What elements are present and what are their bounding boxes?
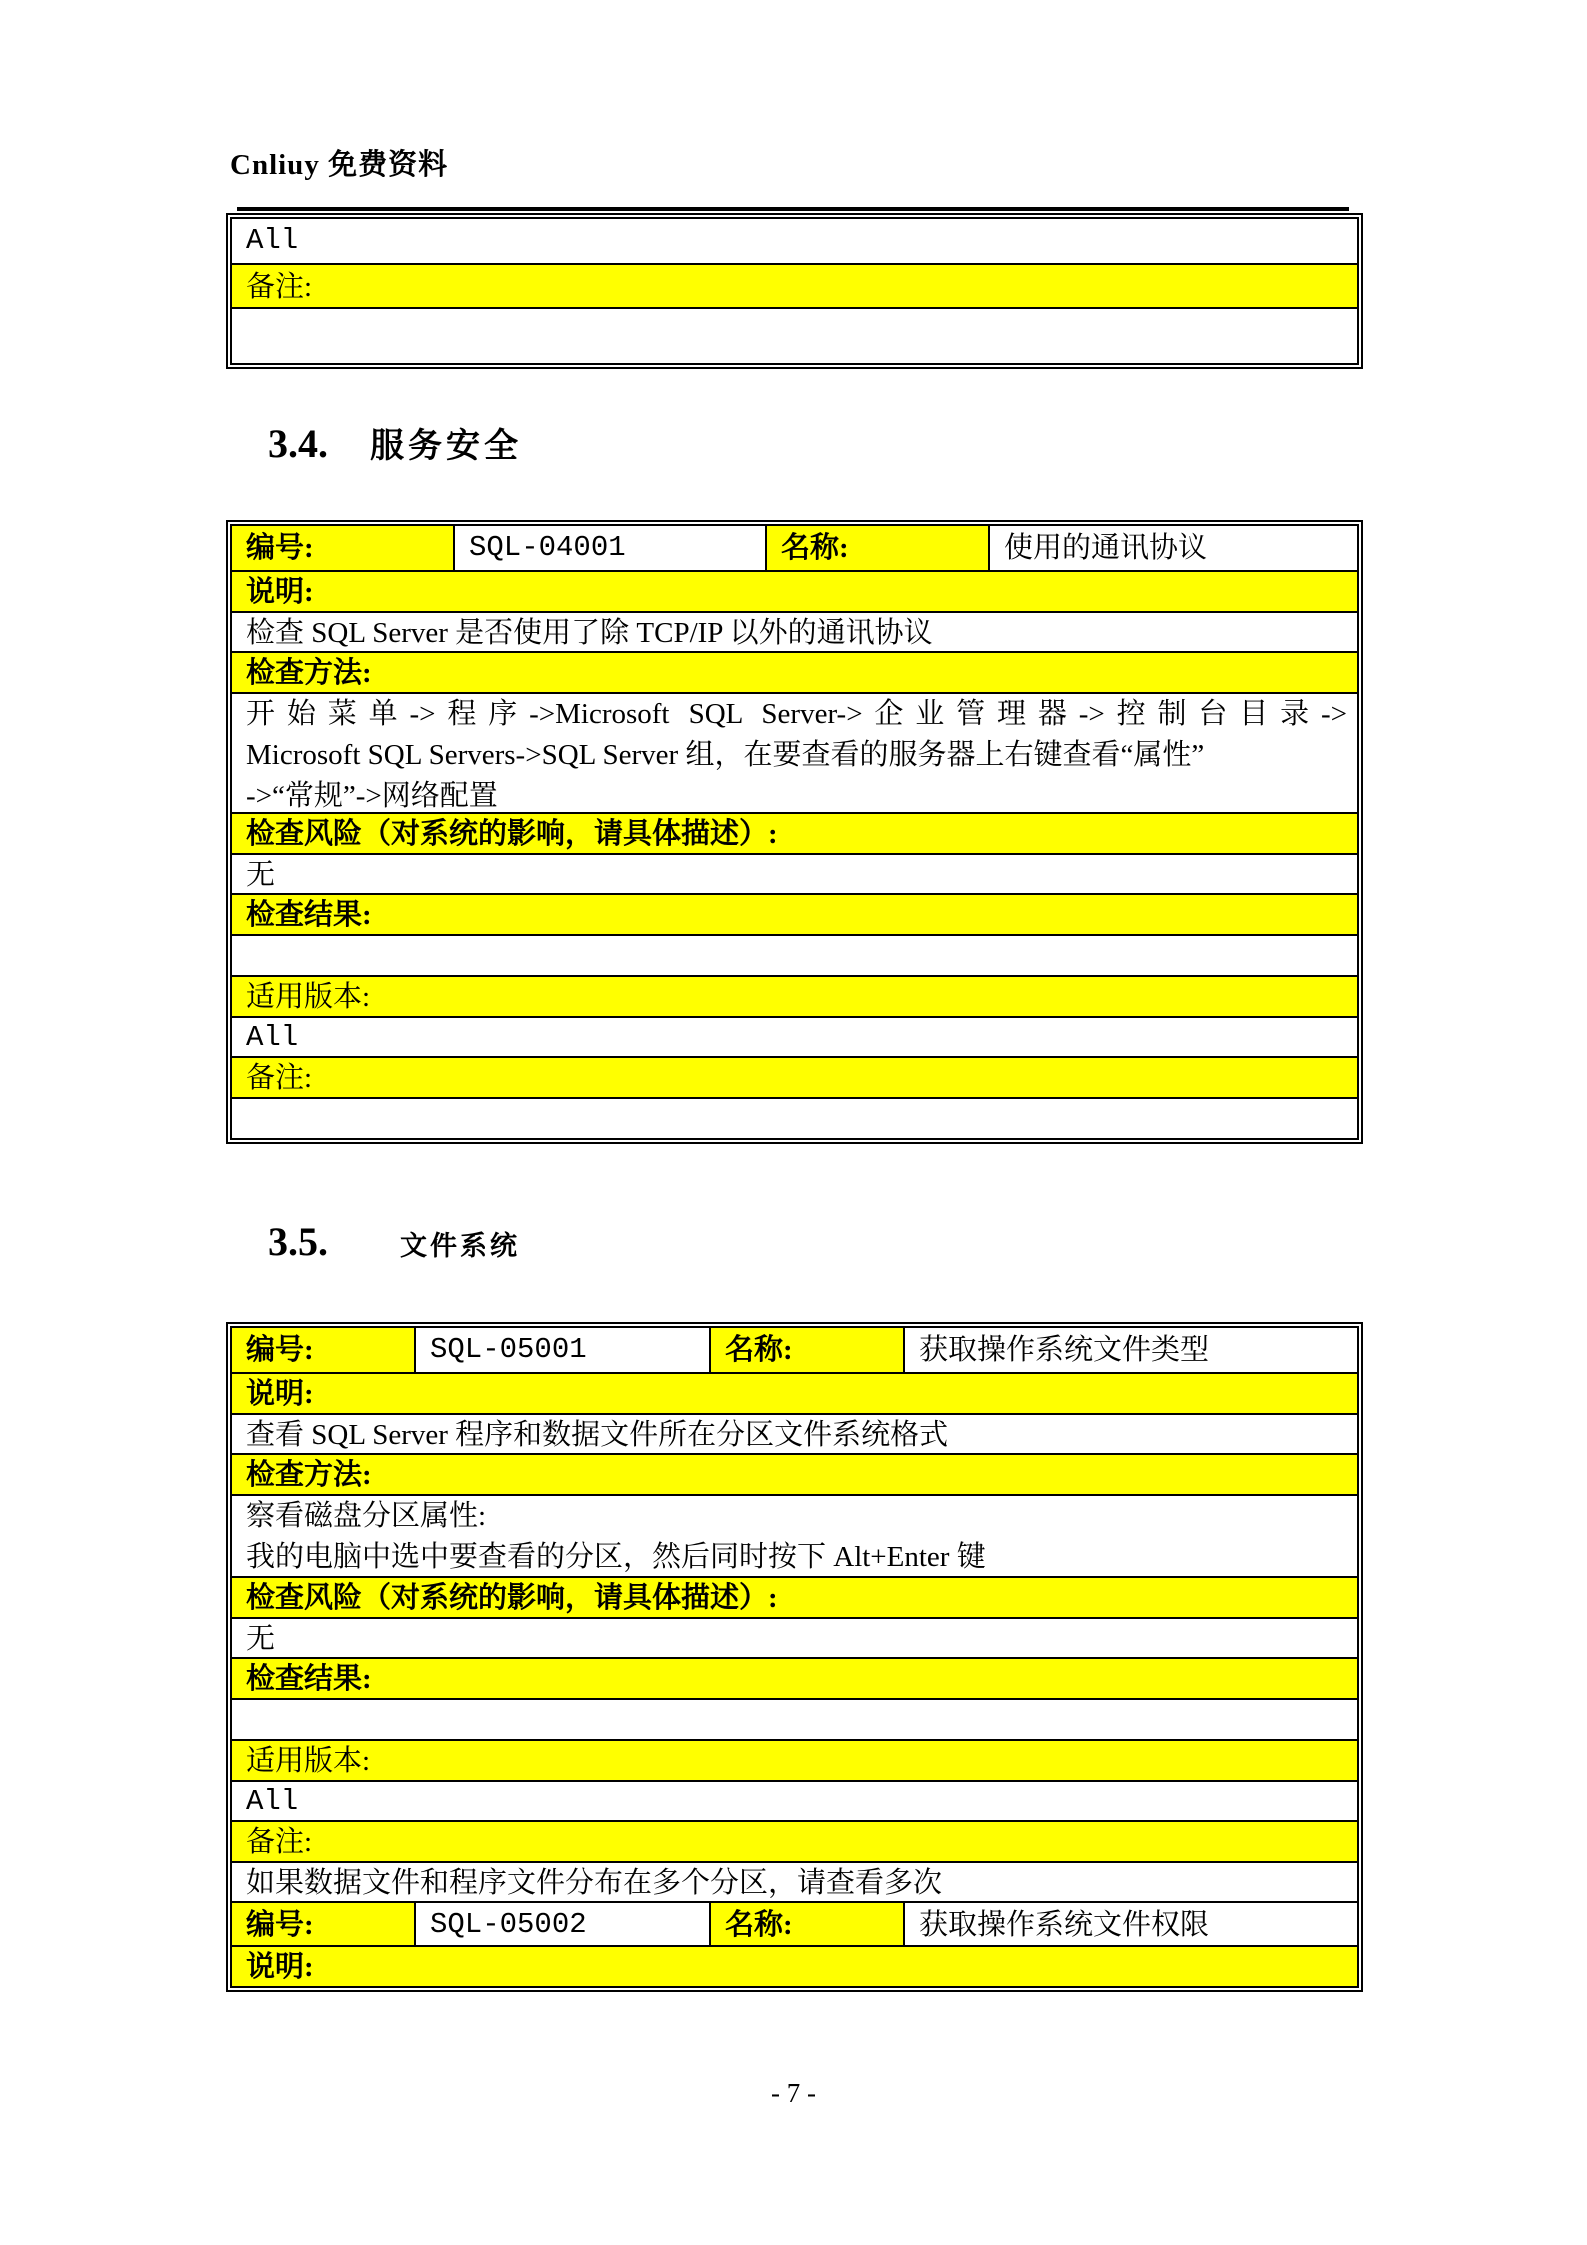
- check-table-sql-05001: [226, 1322, 1363, 1992]
- cell-label: 说明:: [246, 1378, 314, 1410]
- id-value-cell: SQL-05001: [416, 1328, 711, 1372]
- cell-label: 检查方法:: [246, 657, 372, 689]
- cell-label: 说明:: [246, 576, 314, 608]
- table-entry-row: [232, 1328, 1357, 1372]
- section-number: 3.5.: [268, 1219, 328, 1264]
- cell-label: 检查方法:: [246, 1459, 372, 1491]
- cell-label: 适用版本:: [246, 981, 371, 1013]
- table-row: [232, 853, 1357, 893]
- cell-label: 说明:: [246, 1951, 314, 1983]
- name-label-cell: 名称:: [711, 1903, 905, 1945]
- cell-text: 查看 SQL Server 程序和数据文件所在分区文件系统格式: [246, 1419, 949, 1451]
- id-label-cell: 编号:: [232, 1328, 416, 1372]
- name-value-cell: 获取操作系统文件类型: [919, 1334, 1210, 1366]
- cell-label: 检查风险（对系统的影响，请具体描述）:: [246, 818, 778, 850]
- table-row: [232, 307, 1357, 363]
- name-value-cell: 使用的通讯协议: [1004, 532, 1208, 564]
- table-row: [232, 1056, 1357, 1097]
- cell-text: All: [246, 1785, 299, 1818]
- table-row: [232, 263, 1357, 307]
- cell-text: 检查 SQL Server 是否使用了除 TCP/IP 以外的通讯协议: [246, 617, 933, 649]
- table-row: [232, 1780, 1357, 1820]
- table-row: [232, 1657, 1357, 1698]
- id-value-cell: SQL-05002: [416, 1903, 711, 1945]
- table-row: [232, 1945, 1357, 1986]
- cell-text-line: 察看磁盘分区属性:: [246, 1500, 487, 1532]
- section-number: 3.4.: [268, 421, 328, 466]
- cell-text: 如果数据文件和程序文件分布在多个分区，请查看多次: [246, 1867, 943, 1899]
- cell-label: 检查结果:: [246, 899, 372, 931]
- check-table-sql-04001: [226, 520, 1363, 1144]
- id-value-cell: SQL-04001: [455, 526, 767, 570]
- table-row: [232, 611, 1357, 651]
- table-row: [232, 812, 1357, 853]
- table-row: [232, 692, 1357, 812]
- table-row: [232, 1617, 1357, 1657]
- table-row: [232, 893, 1357, 934]
- cell-text: All: [246, 224, 299, 257]
- cell-text: All: [246, 1021, 299, 1054]
- table-row: [232, 651, 1357, 692]
- table-row: [232, 570, 1357, 611]
- cell-text-line: 开始菜单->程序->Microsoft SQL Server->企业管理器->控制台目录->: [246, 698, 1347, 730]
- table-row: [232, 1494, 1357, 1576]
- page-number: - 7 -: [771, 2078, 816, 2108]
- cell-label: 备注:: [246, 1826, 313, 1858]
- carryover-table: [226, 213, 1363, 369]
- table-row: [232, 975, 1357, 1016]
- table-row: [232, 1097, 1357, 1138]
- cell-label: 备注:: [246, 271, 313, 303]
- table-row: [232, 934, 1357, 975]
- cell-text-line: 我的电脑中选中要查看的分区，然后同时按下 Alt+Enter 键: [246, 1541, 986, 1573]
- cell-label: 适用版本:: [246, 1745, 371, 1777]
- id-label-cell: 编号:: [232, 526, 455, 570]
- cell-label: 检查风险（对系统的影响，请具体描述）:: [246, 1582, 778, 1614]
- table-row: [232, 1016, 1357, 1056]
- header-rule: [237, 207, 1349, 211]
- table-row: [232, 1372, 1357, 1413]
- table-entry-row: [232, 526, 1357, 570]
- section-heading-3-5: [268, 1218, 520, 1265]
- table-row: [232, 1453, 1357, 1494]
- cell-label: 检查结果:: [246, 1663, 372, 1695]
- cell-label: 备注:: [246, 1062, 313, 1094]
- section-heading-3-4: [268, 418, 522, 467]
- name-value-cell: 获取操作系统文件权限: [919, 1909, 1210, 1941]
- table-row: [232, 1820, 1357, 1861]
- table-row: [232, 1576, 1357, 1617]
- table-row: [232, 1861, 1357, 1901]
- table-row: [232, 219, 1357, 263]
- cell-text: 无: [246, 1623, 276, 1655]
- cell-text-line: Microsoft SQL Servers->SQL Server 组，在要查看的服务器上右键查看“属性”: [246, 739, 1205, 771]
- section-title: 服务安全: [370, 428, 522, 465]
- table-entry-row: [232, 1901, 1357, 1945]
- id-label-cell: 编号:: [232, 1903, 416, 1945]
- name-label-cell: 名称:: [767, 526, 990, 570]
- cell-text-line: ->“常规”->网络配置: [246, 780, 498, 812]
- table-row: [232, 1413, 1357, 1453]
- table-row: [232, 1698, 1357, 1739]
- section-title: 文件系统: [400, 1231, 520, 1261]
- cell-text: 无: [246, 859, 276, 891]
- table-row: [232, 1739, 1357, 1780]
- page-header: Cnliuy 免费资料: [230, 149, 449, 181]
- name-label-cell: 名称:: [711, 1328, 905, 1372]
